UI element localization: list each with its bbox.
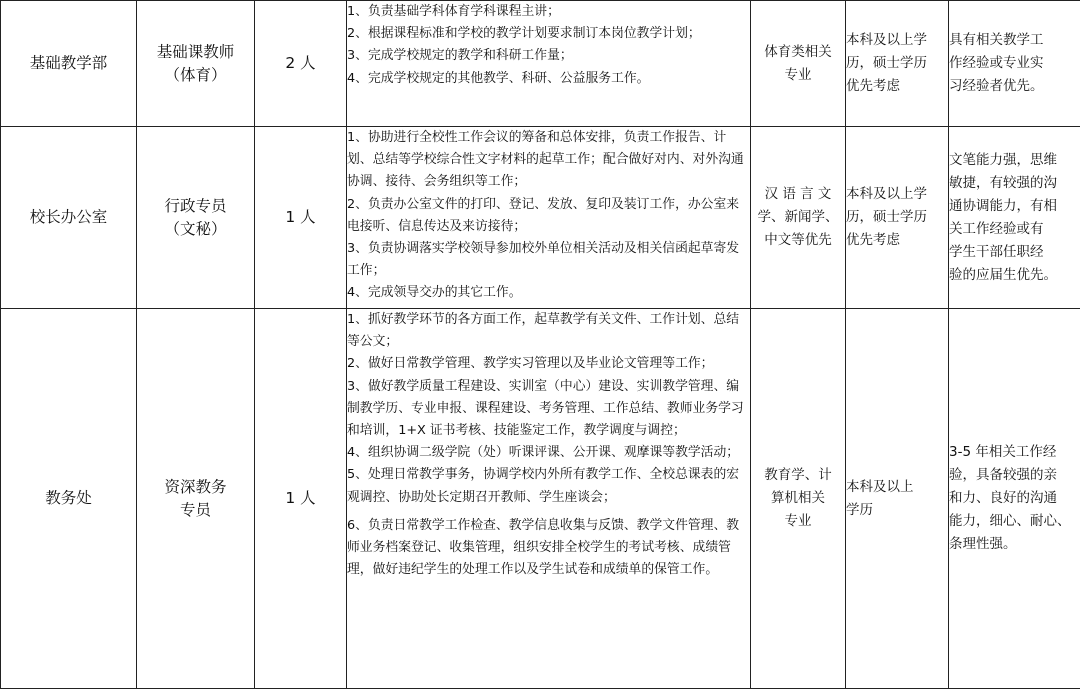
position-cell (137, 127, 255, 309)
requirements-cell (949, 127, 1080, 309)
major-line: 体育类相关 (751, 41, 845, 64)
table-row (1, 309, 1080, 689)
education-line: 优先考虑 (846, 75, 948, 98)
requirement-line: 习经验者优先。 (949, 75, 1080, 98)
requirement-line: 作经验或专业实 (949, 52, 1080, 75)
position-line: 行政专员 (137, 195, 254, 218)
duty-item: 5、处理日常教学事务，协调学校内外所有教学工作、全校总课表的宏观调控、协助处长定期召开教师、学生座谈会； (347, 464, 750, 508)
major-cell (751, 127, 846, 309)
requirement-line: 验的应届生优先。 (949, 264, 1080, 287)
education-line: 学历 (846, 499, 948, 522)
requirement-line: 能力，细心、耐心、 (949, 510, 1080, 533)
headcount-cell: 1 人 (255, 309, 347, 689)
requirement-line: 学生干部任职经 (949, 241, 1080, 264)
education-line: 历，硕士学历 (846, 206, 948, 229)
requirement-line: 关工作经验或有 (949, 218, 1080, 241)
duty-item: 4、完成领导交办的其它工作。 (347, 282, 750, 304)
education-cell (846, 309, 949, 689)
requirement-line: 具有相关教学工 (949, 29, 1080, 52)
duty-item: 2、负责办公室文件的打印、登记、发放、复印及装订工作，办公室来电接听、信息传达及来访接待； (347, 194, 750, 238)
duty-item: 6、负责日常教学工作检查、教学信息收集与反馈、教学文件管理、教师业务档案登记、收集管理，组织安排全校学生的考试考核、成绩管理，做好违纪学生的处理工作以及学生试卷和成绩单的保管工作。 (347, 515, 750, 582)
duty-item: 3、做好教学质量工程建设、实训室（中心）建设、实训教学管理、编制教学历、专业申报、课程建设、考务管理、工作总结、教师业务学习和培训，1+X 证书考核、技能鉴定工作，教学调度与调控； (347, 376, 750, 443)
duty-item: 4、完成学校规定的其他教学、科研、公益服务工作。 (347, 68, 750, 90)
requirement-line: 验，具备较强的亲 (949, 464, 1080, 487)
position-line: （体育） (137, 64, 254, 87)
major-line: 专业 (751, 64, 845, 87)
education-line: 本科及以上学 (846, 183, 948, 206)
requirements-cell (949, 1, 1080, 127)
duties-cell (347, 309, 751, 689)
education-line: 本科及以上学 (846, 29, 948, 52)
major-line: 中文等优先 (751, 229, 845, 252)
table-row (1, 1, 1080, 127)
position-line: 基础课教师 (137, 41, 254, 64)
major-cell (751, 309, 846, 689)
education-line: 本科及以上 (846, 476, 948, 499)
requirement-line: 和力、良好的沟通 (949, 487, 1080, 510)
duty-item: 3、负责协调落实学校领导参加校外单位相关活动及相关信函起草寄发工作； (347, 238, 750, 282)
duty-item: 1、抓好教学环节的各方面工作，起草教学有关文件、工作计划、总结等公文； (347, 309, 750, 353)
position-line: 专员 (137, 499, 254, 522)
department-cell: 基础教学部 (1, 1, 137, 127)
education-line: 历，硕士学历 (846, 52, 948, 75)
duty-item: 1、协助进行全校性工作会议的筹备和总体安排，负责工作报告、计划、总结等学校综合性文字材料的起草工作；配合做好对内、对外沟通协调、接待、会务组织等工作； (347, 127, 750, 194)
duty-item: 4、组织协调二级学院（处）听课评课、公开课、观摩课等教学活动； (347, 442, 750, 464)
department-cell: 校长办公室 (1, 127, 137, 309)
position-line: 资深教务 (137, 476, 254, 499)
major-line: 汉 语 言 文 (751, 183, 845, 206)
major-cell (751, 1, 846, 127)
major-line: 专业 (751, 510, 845, 533)
department-cell: 教务处 (1, 309, 137, 689)
duties-cell (347, 1, 751, 127)
requirements-cell (949, 309, 1080, 689)
position-line: （文秘） (137, 218, 254, 241)
headcount-cell: 2 人 (255, 1, 347, 127)
requirement-line: 通协调能力，有相 (949, 195, 1080, 218)
education-line: 优先考虑 (846, 229, 948, 252)
major-line: 教育学、计 (751, 464, 845, 487)
major-line: 学、新闻学、 (751, 206, 845, 229)
requirement-line: 3-5 年相关工作经 (949, 441, 1080, 464)
requirement-line: 条理性强。 (949, 533, 1080, 556)
requirement-line: 敏捷，有较强的沟 (949, 172, 1080, 195)
position-cell (137, 1, 255, 127)
major-line: 算机相关 (751, 487, 845, 510)
duty-item: 3、完成学校规定的教学和科研工作量； (347, 45, 750, 67)
duties-cell (347, 127, 751, 309)
table-row (1, 127, 1080, 309)
position-cell (137, 309, 255, 689)
duty-item: 2、做好日常教学管理、教学实习管理以及毕业论文管理等工作； (347, 353, 750, 375)
education-cell (846, 1, 949, 127)
education-cell (846, 127, 949, 309)
duty-item: 1、负责基础学科体育学科课程主讲； (347, 1, 750, 23)
requirement-line: 文笔能力强，思维 (949, 149, 1080, 172)
headcount-cell: 1 人 (255, 127, 347, 309)
duty-item: 2、根据课程标准和学校的教学计划要求制订本岗位教学计划； (347, 23, 750, 45)
